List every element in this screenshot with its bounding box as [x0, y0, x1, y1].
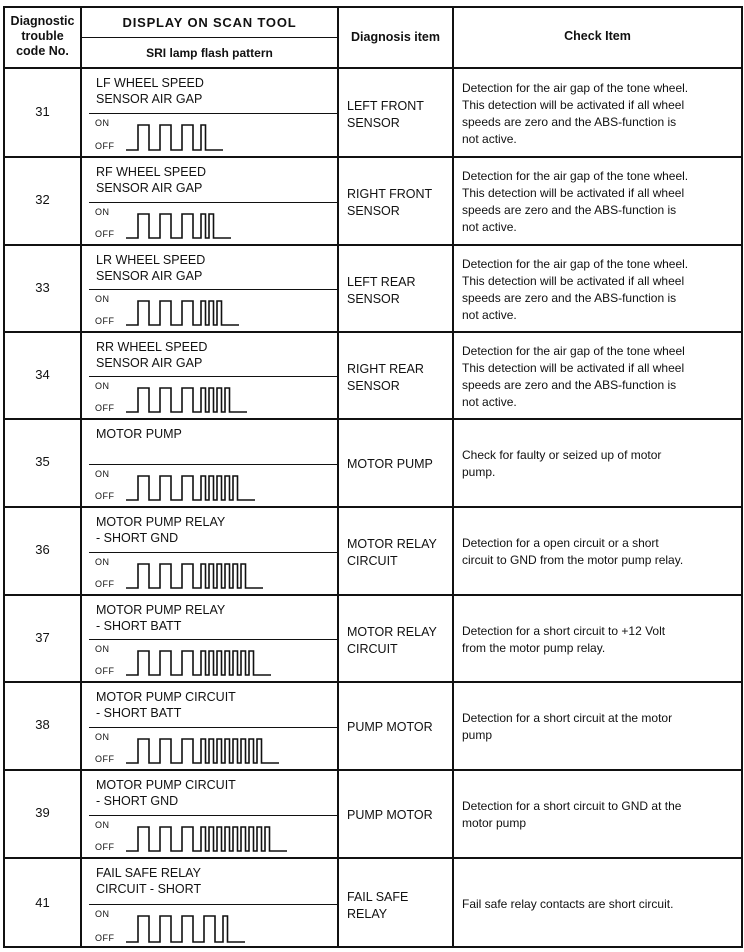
dtc-code: 34	[35, 366, 50, 382]
flash-pattern	[122, 468, 332, 504]
flash-divider	[89, 289, 337, 290]
diagnosis-item: MOTOR PUMP	[347, 457, 433, 471]
off-label: OFF	[95, 579, 115, 589]
row-separator	[3, 506, 743, 508]
row-separator	[3, 67, 743, 69]
off-label: OFF	[95, 491, 115, 501]
flash-pattern	[122, 908, 332, 946]
display-text: MOTOR PUMP CIRCUIT - SHORT GND	[96, 778, 236, 808]
header-flash-subtitle: SRI lamp flash pattern	[146, 46, 273, 60]
dtc-code: 36	[35, 542, 50, 557]
header-check-item: Check Item	[564, 29, 631, 43]
flash-pattern	[122, 643, 332, 679]
display-text: FAIL SAFE RELAY CIRCUIT - SHORT	[96, 866, 202, 896]
flash-pattern	[122, 117, 332, 154]
header-subdivider	[80, 37, 339, 38]
row-separator	[3, 331, 743, 333]
check-item: Detection for the air gap of the tone wheel This detection will be activated if all wheel speeds are zero and the ABS-function is not active.	[462, 343, 685, 409]
on-label: ON	[95, 381, 110, 391]
flash-pattern	[122, 819, 332, 855]
check-item: Check for faulty or seized up of motor pump.	[462, 448, 662, 479]
dtc-code: 37	[35, 629, 50, 645]
off-label: OFF	[95, 666, 115, 676]
diagnosis-item: PUMP MOTOR	[347, 808, 433, 822]
flash-waveform	[126, 301, 239, 325]
flash-pattern	[122, 293, 332, 329]
row-separator	[3, 156, 743, 158]
off-label: OFF	[95, 229, 115, 239]
row-separator	[3, 769, 743, 771]
dtc-code: 39	[35, 805, 50, 820]
on-label: ON	[95, 732, 110, 742]
flash-pattern	[122, 380, 332, 416]
on-label: ON	[95, 644, 110, 654]
flash-divider	[89, 727, 337, 728]
display-text: MOTOR PUMP CIRCUIT - SHORT BATT	[96, 690, 236, 720]
diagnosis-item: PUMP MOTOR	[347, 720, 433, 734]
on-label: ON	[95, 118, 110, 128]
dtc-code: 41	[35, 894, 50, 910]
header-display-title: DISPLAY ON SCAN TOOL	[122, 15, 297, 30]
flash-divider	[89, 202, 337, 203]
dtc-code: 35	[35, 454, 50, 469]
dtc-code: 38	[35, 717, 50, 732]
flash-waveform	[126, 476, 255, 500]
header-divider	[80, 6, 82, 948]
display-text: MOTOR PUMP RELAY - SHORT BATT	[96, 603, 226, 633]
check-item: Detection for a short circuit to +12 Volt from the motor pump relay.	[462, 623, 666, 655]
display-text: MOTOR PUMP RELAY - SHORT GND	[96, 515, 226, 545]
flash-divider	[89, 904, 337, 905]
dtc-code: 32	[35, 192, 50, 207]
flash-waveform	[126, 388, 247, 412]
diagnosis-item: LEFT REAR SENSOR	[347, 274, 416, 306]
on-label: ON	[95, 294, 110, 304]
flash-waveform	[126, 564, 263, 588]
check-item: Detection for the air gap of the tone wheel. This detection will be activated if all wheel speeds are zero and the ABS-function is not active.	[462, 169, 689, 234]
check-item: Detection for the air gap of the tone wheel. This detection will be activated if all wheel speeds are zero and the ABS-function is not active.	[462, 256, 689, 322]
row-separator	[3, 418, 743, 420]
on-label: ON	[95, 557, 110, 567]
off-label: OFF	[95, 316, 115, 326]
row-separator	[3, 857, 743, 859]
display-text: MOTOR PUMP	[96, 427, 182, 441]
flash-divider	[89, 376, 337, 377]
flash-waveform	[126, 214, 231, 238]
diagnosis-item: MOTOR RELAY CIRCUIT	[347, 624, 437, 656]
on-label: ON	[95, 820, 110, 830]
off-label: OFF	[95, 403, 115, 413]
check-item: Detection for a open circuit or a short circuit to GND from the motor pump relay.	[462, 536, 684, 567]
row-separator	[3, 681, 743, 683]
display-text: LF WHEEL SPEED SENSOR AIR GAP	[96, 76, 204, 106]
check-item: Fail safe relay contacts are short circuit.	[462, 897, 674, 911]
display-text: RF WHEEL SPEED SENSOR AIR GAP	[96, 165, 206, 195]
check-item: Detection for a short circuit to GND at the motor pump	[462, 799, 682, 830]
flash-waveform	[126, 651, 271, 675]
row-separator	[3, 244, 743, 246]
header-divider	[337, 6, 339, 948]
on-label: ON	[95, 469, 110, 479]
flash-divider	[89, 552, 337, 553]
flash-divider	[89, 464, 337, 465]
row-separator	[3, 594, 743, 596]
flash-waveform	[126, 827, 287, 851]
flash-divider	[89, 815, 337, 816]
flash-waveform	[126, 739, 279, 763]
header-diagnosis-item: Diagnosis item	[351, 30, 440, 44]
header-code-no: Diagnostic trouble code No.	[10, 14, 75, 58]
display-text: LR WHEEL SPEED SENSOR AIR GAP	[96, 253, 206, 283]
diagnosis-item: FAIL SAFE RELAY	[347, 889, 409, 921]
header-divider	[452, 6, 454, 948]
off-label: OFF	[95, 141, 115, 151]
dtc-code: 31	[35, 103, 50, 119]
off-label: OFF	[95, 754, 115, 764]
diagnosis-item: MOTOR RELAY CIRCUIT	[347, 537, 437, 568]
flash-waveform	[126, 916, 245, 942]
display-text: RR WHEEL SPEED SENSOR AIR GAP	[96, 340, 208, 370]
flash-divider	[89, 639, 337, 640]
off-label: OFF	[95, 933, 115, 943]
diagnosis-item: LEFT FRONT SENSOR	[347, 98, 424, 130]
flash-waveform	[126, 125, 223, 150]
off-label: OFF	[95, 842, 115, 852]
flash-pattern	[122, 206, 332, 242]
on-label: ON	[95, 207, 110, 217]
on-label: ON	[95, 909, 110, 919]
check-item: Detection for a short circuit at the motor pump	[462, 711, 673, 742]
dtc-code: 33	[35, 279, 50, 295]
flash-pattern	[122, 731, 332, 767]
diagnosis-item: RIGHT REAR SENSOR	[347, 361, 424, 393]
check-item: Detection for the air gap of the tone wheel. This detection will be activated if all wheel speeds are zero and the ABS-function is not active.	[462, 80, 689, 146]
diagnosis-item: RIGHT FRONT SENSOR	[347, 187, 433, 218]
flash-pattern	[122, 556, 332, 592]
flash-divider	[89, 113, 337, 114]
